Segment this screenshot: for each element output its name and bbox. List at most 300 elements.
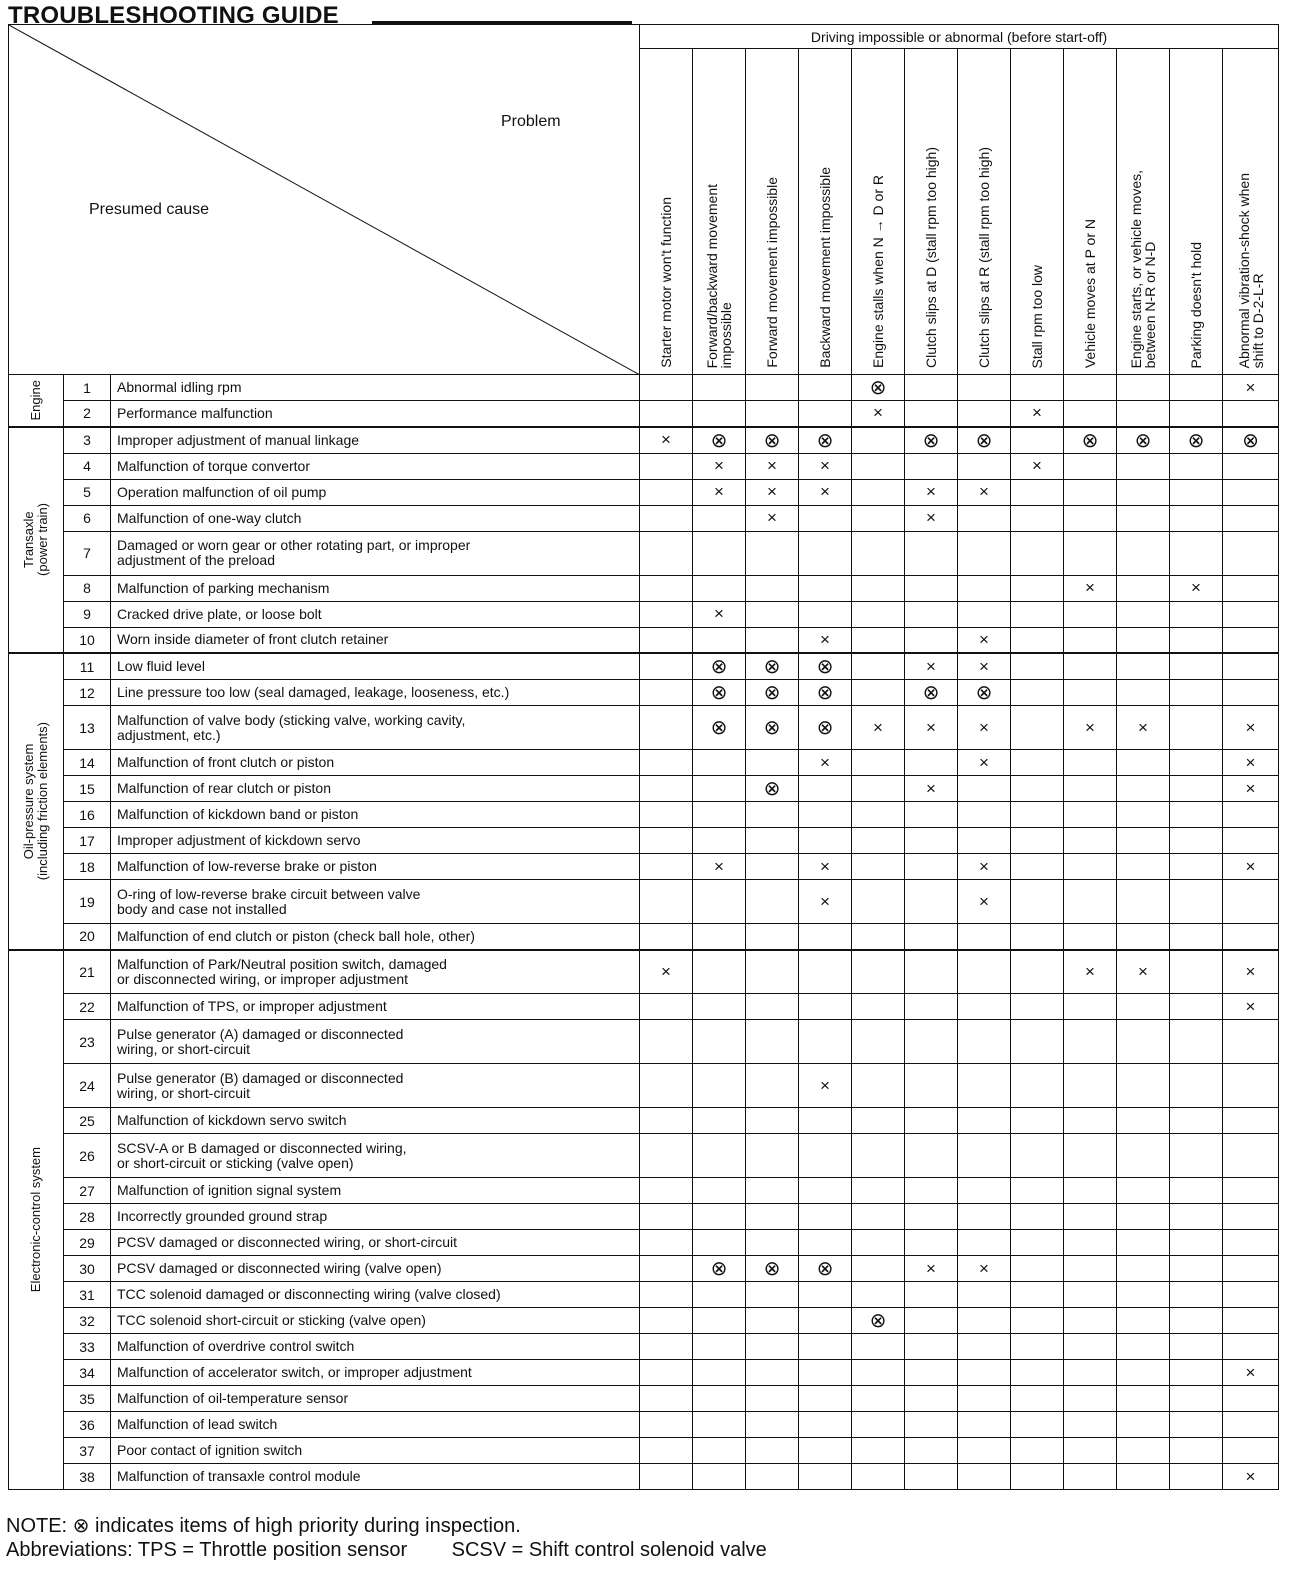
cause-mark: ×: [693, 601, 746, 627]
empty-cell: [640, 1230, 693, 1256]
cause-label: Malfunction of TPS, or improper adjustment: [117, 998, 387, 1014]
cause-mark: ×: [1223, 950, 1279, 994]
empty-cell: [746, 1108, 799, 1134]
column-header-label: Abnormal vibration-shock when shift to D-2-L-R: [1235, 172, 1266, 368]
row-number: 11: [64, 653, 111, 680]
cause-text: [111, 531, 640, 575]
empty-cell: [1064, 1108, 1117, 1134]
empty-cell: [958, 1134, 1011, 1178]
empty-cell: [799, 1334, 852, 1360]
empty-cell: [746, 1438, 799, 1464]
empty-cell: [693, 828, 746, 854]
empty-cell: [1117, 1360, 1170, 1386]
cause-label: Malfunction of oil-temperature sensor: [117, 1390, 349, 1406]
abbreviations: [6, 1538, 767, 1562]
empty-cell: [746, 1178, 799, 1204]
table-row: [9, 1108, 1279, 1134]
empty-cell: [852, 776, 905, 802]
cause-mark: ×: [958, 854, 1011, 880]
empty-cell: [746, 1412, 799, 1438]
empty-cell: [1064, 1412, 1117, 1438]
empty-cell: [958, 1360, 1011, 1386]
empty-cell: [640, 994, 693, 1020]
empty-cell: [746, 750, 799, 776]
empty-cell: [852, 427, 905, 454]
empty-cell: [746, 1334, 799, 1360]
empty-cell: [1117, 479, 1170, 505]
row-number: 18: [64, 854, 111, 880]
empty-cell: [640, 828, 693, 854]
cause-mark: ×: [905, 1256, 958, 1282]
cause-label: TCC solenoid short-circuit or sticking (valve open): [117, 1312, 426, 1328]
cause-text: [111, 1334, 640, 1360]
column-header: [852, 49, 905, 375]
empty-cell: [1011, 680, 1064, 706]
empty-cell: [1117, 854, 1170, 880]
high-priority-mark: ⊗: [799, 653, 852, 680]
empty-cell: [1223, 1334, 1279, 1360]
cause-label: Malfunction of valve body (sticking valve, working cavity, adjustment, etc.): [117, 711, 466, 743]
empty-cell: [1170, 601, 1223, 627]
empty-cell: [1170, 453, 1223, 479]
row-number: 21: [64, 950, 111, 994]
empty-cell: [640, 1064, 693, 1108]
empty-cell: [1223, 1064, 1279, 1108]
cause-label: Malfunction of front clutch or piston: [117, 754, 335, 770]
cause-label: Malfunction of lead switch: [117, 1416, 278, 1432]
empty-cell: [1223, 531, 1279, 575]
empty-cell: [1117, 1178, 1170, 1204]
empty-cell: [799, 1230, 852, 1256]
row-number: 27: [64, 1178, 111, 1204]
empty-cell: [852, 1334, 905, 1360]
empty-cell: [905, 575, 958, 601]
category-label: Electronic-control system: [28, 1147, 43, 1293]
cause-text: [111, 828, 640, 854]
empty-cell: [852, 828, 905, 854]
empty-cell: [1117, 994, 1170, 1020]
high-priority-mark: ⊗: [852, 1308, 905, 1334]
empty-cell: [640, 750, 693, 776]
empty-cell: [693, 1020, 746, 1064]
empty-cell: [1011, 531, 1064, 575]
empty-cell: [693, 924, 746, 950]
empty-cell: [799, 575, 852, 601]
empty-cell: [958, 1412, 1011, 1438]
row-number: 19: [64, 880, 111, 924]
row-number: 31: [64, 1282, 111, 1308]
empty-cell: [1064, 1134, 1117, 1178]
empty-cell: [1170, 375, 1223, 401]
column-header-label: Backward movement impossible: [817, 167, 834, 368]
empty-cell: [746, 1230, 799, 1256]
cause-label: PCSV damaged or disconnected wiring, or short-circuit: [117, 1234, 458, 1250]
table-row: [9, 427, 1279, 454]
row-number: 35: [64, 1386, 111, 1412]
cause-text: [111, 776, 640, 802]
empty-cell: [640, 1256, 693, 1282]
cause-label: Malfunction of one-way clutch: [117, 509, 302, 526]
cause-mark: ×: [1170, 575, 1223, 601]
empty-cell: [693, 1412, 746, 1438]
empty-cell: [1117, 531, 1170, 575]
high-priority-mark: ⊗: [746, 680, 799, 706]
empty-cell: [799, 828, 852, 854]
empty-cell: [1064, 854, 1117, 880]
empty-cell: [1011, 828, 1064, 854]
abbr-scsv: SCSV = Shift control solenoid valve: [451, 1539, 767, 1561]
empty-cell: [693, 994, 746, 1020]
empty-cell: [1223, 680, 1279, 706]
empty-cell: [799, 1464, 852, 1490]
cause-text: [111, 924, 640, 950]
cause-mark: ×: [746, 505, 799, 531]
empty-cell: [1064, 802, 1117, 828]
empty-cell: [640, 880, 693, 924]
empty-cell: [746, 1386, 799, 1412]
empty-cell: [905, 627, 958, 653]
empty-cell: [852, 531, 905, 575]
empty-cell: [1170, 1204, 1223, 1230]
empty-cell: [905, 1282, 958, 1308]
empty-cell: [640, 1334, 693, 1360]
cause-mark: ×: [799, 854, 852, 880]
cause-text: [111, 1020, 640, 1064]
cause-mark: ×: [693, 854, 746, 880]
table-row: [9, 1334, 1279, 1360]
cause-text: [111, 627, 640, 653]
high-priority-mark: ⊗: [1223, 427, 1279, 454]
cause-label: Pulse generator (B) damaged or disconnected wiring, or short-circuit: [117, 1069, 404, 1101]
empty-cell: [1170, 880, 1223, 924]
table-row: [9, 776, 1279, 802]
empty-cell: [799, 776, 852, 802]
empty-cell: [1011, 575, 1064, 601]
empty-cell: [1117, 1308, 1170, 1334]
table-row: [9, 994, 1279, 1020]
table-row: [9, 1308, 1279, 1334]
empty-cell: [1223, 1230, 1279, 1256]
empty-cell: [958, 375, 1011, 401]
cause-mark: ×: [1011, 401, 1064, 427]
row-number: 1: [64, 375, 111, 401]
empty-cell: [1064, 479, 1117, 505]
cause-mark: ×: [958, 1256, 1011, 1282]
empty-cell: [799, 1178, 852, 1204]
empty-cell: [1170, 750, 1223, 776]
cause-mark: ×: [799, 453, 852, 479]
empty-cell: [693, 627, 746, 653]
empty-cell: [640, 627, 693, 653]
empty-cell: [1011, 1360, 1064, 1386]
empty-cell: [799, 1204, 852, 1230]
cause-text: [111, 401, 640, 427]
cause-axis-label: Presumed cause: [89, 201, 210, 218]
cause-mark: ×: [799, 1064, 852, 1108]
table-row: [9, 375, 1279, 401]
empty-cell: [746, 1134, 799, 1178]
cause-mark: ×: [1064, 950, 1117, 994]
empty-cell: [905, 1178, 958, 1204]
empty-cell: [746, 1360, 799, 1386]
empty-cell: [1011, 1282, 1064, 1308]
empty-cell: [905, 1386, 958, 1412]
column-header-label: Vehicle moves at P or N: [1082, 218, 1099, 368]
cause-text: [111, 1064, 640, 1108]
empty-cell: [1011, 880, 1064, 924]
empty-cell: [1170, 627, 1223, 653]
abbr-tps: Abbreviations: TPS = Throttle position sensor: [6, 1539, 408, 1561]
cause-label: Worn inside diameter of front clutch retainer: [117, 631, 389, 648]
empty-cell: [1223, 1438, 1279, 1464]
cause-label: Malfunction of ignition signal system: [117, 1182, 342, 1198]
cause-text: [111, 427, 640, 454]
row-number: 25: [64, 1108, 111, 1134]
empty-cell: [905, 375, 958, 401]
high-priority-mark: ⊗: [746, 706, 799, 750]
empty-cell: [746, 994, 799, 1020]
empty-cell: [746, 1204, 799, 1230]
table-row: [9, 706, 1279, 750]
empty-cell: [905, 1134, 958, 1178]
empty-cell: [958, 1230, 1011, 1256]
empty-cell: [1223, 1134, 1279, 1178]
table-row: [9, 1282, 1279, 1308]
row-number: 8: [64, 575, 111, 601]
empty-cell: [746, 375, 799, 401]
table-row: [9, 479, 1279, 505]
category-cell: [9, 427, 64, 654]
empty-cell: [958, 601, 1011, 627]
empty-cell: [1011, 1412, 1064, 1438]
cause-text: [111, 950, 640, 994]
empty-cell: [905, 950, 958, 994]
cause-mark: ×: [799, 880, 852, 924]
empty-cell: [1064, 1064, 1117, 1108]
empty-cell: [693, 1282, 746, 1308]
row-number: 26: [64, 1134, 111, 1178]
empty-cell: [1117, 653, 1170, 680]
table-corner-header: [9, 25, 640, 375]
column-header-label: Forward/backward movement impossible: [704, 183, 735, 368]
empty-cell: [640, 653, 693, 680]
empty-cell: [1064, 1204, 1117, 1230]
empty-cell: [746, 401, 799, 427]
corner-diagonal: [9, 25, 640, 375]
column-header-label: Forward movement impossible: [764, 177, 781, 368]
empty-cell: [640, 575, 693, 601]
empty-cell: [1064, 1308, 1117, 1334]
empty-cell: [693, 950, 746, 994]
empty-cell: [1064, 776, 1117, 802]
cause-mark: ×: [1223, 750, 1279, 776]
empty-cell: [1223, 1020, 1279, 1064]
empty-cell: [746, 601, 799, 627]
cause-label: Operation malfunction of oil pump: [117, 483, 327, 500]
cause-text: [111, 1204, 640, 1230]
cause-mark: ×: [1223, 706, 1279, 750]
empty-cell: [1170, 1386, 1223, 1412]
empty-cell: [1064, 601, 1117, 627]
cause-text: [111, 1134, 640, 1178]
cause-text: [111, 880, 640, 924]
cause-label: Malfunction of end clutch or piston (check ball hole, other): [117, 927, 475, 944]
empty-cell: [852, 680, 905, 706]
empty-cell: [640, 505, 693, 531]
cause-text: [111, 854, 640, 880]
empty-cell: [693, 531, 746, 575]
empty-cell: [746, 950, 799, 994]
cause-text: [111, 1438, 640, 1464]
table-row: [9, 1386, 1279, 1412]
empty-cell: [799, 1134, 852, 1178]
empty-cell: [693, 1064, 746, 1108]
empty-cell: [1011, 1464, 1064, 1490]
empty-cell: [852, 1020, 905, 1064]
empty-cell: [852, 1464, 905, 1490]
column-header: [746, 49, 799, 375]
table-row: [9, 854, 1279, 880]
row-number: 17: [64, 828, 111, 854]
empty-cell: [1223, 828, 1279, 854]
table-row: [9, 1438, 1279, 1464]
empty-cell: [1011, 1178, 1064, 1204]
high-priority-mark: ⊗: [799, 1256, 852, 1282]
column-header-label: Starter motor won't function: [658, 197, 675, 368]
empty-cell: [746, 802, 799, 828]
empty-cell: [1064, 750, 1117, 776]
cause-label: PCSV damaged or disconnected wiring (valve open): [117, 1260, 442, 1276]
empty-cell: [1117, 1412, 1170, 1438]
empty-cell: [640, 1134, 693, 1178]
column-header: [958, 49, 1011, 375]
empty-cell: [905, 750, 958, 776]
column-header-label: Engine starts, or vehicle moves, between N-R or N-D: [1128, 169, 1159, 368]
empty-cell: [905, 531, 958, 575]
cause-mark: ×: [799, 479, 852, 505]
cause-text: [111, 653, 640, 680]
page-title: TROUBLESHOOTING GUIDE: [8, 2, 339, 29]
empty-cell: [958, 1108, 1011, 1134]
empty-cell: [958, 994, 1011, 1020]
empty-cell: [799, 802, 852, 828]
row-number: 20: [64, 924, 111, 950]
empty-cell: [1011, 854, 1064, 880]
cause-mark: ×: [1223, 994, 1279, 1020]
high-priority-mark: ⊗: [905, 680, 958, 706]
column-header: [1064, 49, 1117, 375]
empty-cell: [640, 1360, 693, 1386]
column-header: [1011, 49, 1064, 375]
empty-cell: [1170, 1282, 1223, 1308]
empty-cell: [852, 627, 905, 653]
empty-cell: [693, 1360, 746, 1386]
empty-cell: [958, 1178, 1011, 1204]
empty-cell: [746, 880, 799, 924]
high-priority-mark: ⊗: [746, 776, 799, 802]
empty-cell: [1064, 1256, 1117, 1282]
table-row: [9, 1020, 1279, 1064]
empty-cell: [693, 750, 746, 776]
empty-cell: [1170, 1464, 1223, 1490]
table-row: [9, 1464, 1279, 1490]
empty-cell: [1170, 479, 1223, 505]
cause-label: Low fluid level: [117, 658, 205, 674]
table-row: [9, 1230, 1279, 1256]
empty-cell: [693, 802, 746, 828]
empty-cell: [1064, 924, 1117, 950]
row-number: 36: [64, 1412, 111, 1438]
empty-cell: [905, 924, 958, 950]
empty-cell: [1223, 1308, 1279, 1334]
empty-cell: [905, 1308, 958, 1334]
row-number: 30: [64, 1256, 111, 1282]
high-priority-mark: ⊗: [852, 375, 905, 401]
empty-cell: [905, 1464, 958, 1490]
empty-cell: [1011, 924, 1064, 950]
empty-cell: [1011, 994, 1064, 1020]
empty-cell: [905, 401, 958, 427]
empty-cell: [1170, 1020, 1223, 1064]
empty-cell: [1223, 880, 1279, 924]
empty-cell: [852, 575, 905, 601]
cause-mark: ×: [693, 453, 746, 479]
empty-cell: [1064, 828, 1117, 854]
empty-cell: [1117, 1204, 1170, 1230]
cause-mark: ×: [958, 750, 1011, 776]
empty-cell: [693, 1108, 746, 1134]
high-priority-mark: ⊗: [799, 680, 852, 706]
empty-cell: [693, 1230, 746, 1256]
cause-text: [111, 1230, 640, 1256]
empty-cell: [958, 505, 1011, 531]
empty-cell: [852, 854, 905, 880]
empty-cell: [1117, 750, 1170, 776]
high-priority-mark: ⊗: [693, 1256, 746, 1282]
empty-cell: [958, 1308, 1011, 1334]
empty-cell: [1170, 680, 1223, 706]
cause-text: [111, 1178, 640, 1204]
empty-cell: [852, 1134, 905, 1178]
row-number: 14: [64, 750, 111, 776]
empty-cell: [1011, 1438, 1064, 1464]
empty-cell: [1117, 802, 1170, 828]
empty-cell: [799, 1360, 852, 1386]
row-number: 16: [64, 802, 111, 828]
row-number: 2: [64, 401, 111, 427]
empty-cell: [640, 453, 693, 479]
empty-cell: [1223, 1108, 1279, 1134]
empty-cell: [852, 601, 905, 627]
empty-cell: [1223, 479, 1279, 505]
cause-label: Pulse generator (A) damaged or disconnected wiring, or short-circuit: [117, 1025, 404, 1057]
empty-cell: [1223, 627, 1279, 653]
empty-cell: [1117, 1230, 1170, 1256]
empty-cell: [746, 1064, 799, 1108]
empty-cell: [1011, 1108, 1064, 1134]
cause-text: [111, 802, 640, 828]
empty-cell: [1064, 994, 1117, 1020]
empty-cell: [1064, 653, 1117, 680]
row-number: 4: [64, 453, 111, 479]
empty-cell: [905, 1064, 958, 1108]
table-row: [9, 880, 1279, 924]
empty-cell: [1064, 1282, 1117, 1308]
row-number: 32: [64, 1308, 111, 1334]
row-number: 22: [64, 994, 111, 1020]
cause-text: [111, 706, 640, 750]
empty-cell: [1223, 802, 1279, 828]
